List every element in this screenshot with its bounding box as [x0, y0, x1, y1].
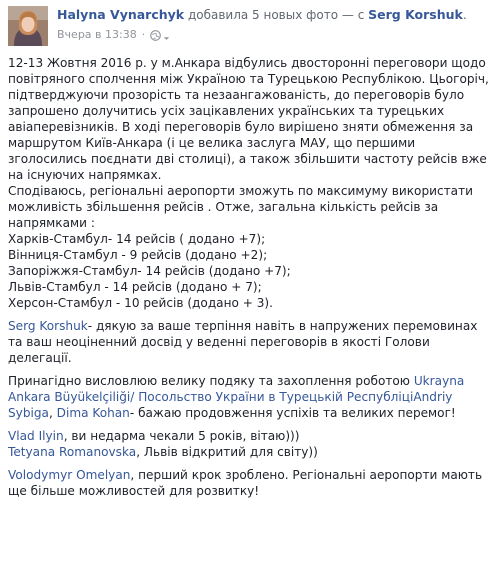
tagged-user-link[interactable]: Serg Korshuk [368, 7, 463, 22]
post-body [8, 55, 490, 499]
mention-link[interactable]: Volodymyr Omelyan [8, 468, 131, 482]
mention-separator: , [48, 406, 57, 420]
mention-link[interactable]: Serg Korshuk [8, 319, 88, 333]
route-item: Вінниця-Стамбул - 9 рейсів (додано +2); [8, 248, 268, 262]
chevron-down-icon[interactable] [163, 32, 170, 39]
post-timestamp[interactable]: Вчера в 13:38 [57, 28, 137, 41]
mention-link[interactable]: Tetyana Romanovska [8, 445, 137, 459]
post-paragraph-hope: Сподіваюсь, регіональні аеропорти зможуть по максимуму використати можливість збільшення рейсів . Отже, загальна кількість рейсів за напрямками : [8, 184, 473, 230]
post-meta [57, 28, 170, 42]
tagged-suffix: . [462, 8, 467, 22]
mention-link[interactable]: Dima Kohan [56, 406, 130, 420]
author-avatar[interactable] [8, 6, 48, 46]
reply-text: , ви недарма чекали 5 років, вітаю))) [63, 429, 300, 443]
paragraph-gap [8, 366, 490, 373]
route-item: Херсон-Стамбул - 10 рейсів (додано + 3). [8, 296, 273, 310]
post-line-reply [8, 467, 490, 499]
route-item: Харків-Стамбул- 14 рейсів ( додано +7); [8, 232, 266, 246]
post-headline [57, 7, 467, 23]
paragraph-gap [8, 421, 490, 428]
mention-link[interactable]: Vlad Ilyin [8, 429, 64, 443]
thanks-text: Принагідно висловлюю велику подяку та захоплення роботою [8, 374, 414, 388]
thanks-text: - дякую за ваше терпіння навіть в напружених перемовинах та ваш неоціненний досвід у веденні переговорів в якості Голови делегації. [8, 319, 478, 365]
paragraph-gap [8, 460, 490, 467]
post-header [8, 6, 488, 46]
post-paragraph-intro: 12-13 Жовтня 2016 р. у м.Анкара відбулись двосторонні переговори щодо повітряного сполчення між Україною та Турецькою Республікою. Цьогоріч, підтверджуючи прозорість та незаангажованість, до переговорів було запрошено долучитись усіх зацікавлених українських та турецьких авіаперевізників. В ході переговорів було вирішено зняти обмеження за маршрутом Київ-Анкара (і це велика заслуга МАУ, що першими зголосились поєднати дві столиці), а також збільшити частоту рейсів вже на існуючих напрямках. [8, 56, 489, 182]
post-line-reply [8, 428, 490, 444]
post-line-reply [8, 444, 490, 460]
reply-text: , перший крок зроблено. Регіональні аеропорти мають ще більше можливостей для розвитку! [8, 468, 483, 498]
post-action-text: добавила 5 новых фото — с [187, 8, 365, 22]
mention-link[interactable]: Ukrayna Ankara Büyükelçiliği/ Посольство України в Турецькій Республіці [8, 374, 465, 404]
globe-icon[interactable] [150, 30, 161, 41]
paragraph-gap [8, 311, 490, 318]
mention-link[interactable]: Andriy Sybiga [8, 390, 453, 420]
route-item: Запоріжжя-Стамбул- 14 рейсів (додано +7); [8, 264, 291, 278]
meta-separator: · [141, 28, 146, 41]
author-name-link[interactable]: Halyna Vynarchyk [57, 7, 185, 22]
reply-text: , Львів відкритий для світу)) [136, 445, 318, 459]
route-item: Львів-Стамбул - 14 рейсів (додано + 7); [8, 280, 262, 294]
post-paragraph-thanks-embassy [8, 373, 490, 421]
route-list [8, 231, 490, 311]
post-paragraph-thanks-korshuk [8, 318, 490, 366]
thanks-text: - бажаю продовження успіхів та великих перемог! [129, 406, 456, 420]
